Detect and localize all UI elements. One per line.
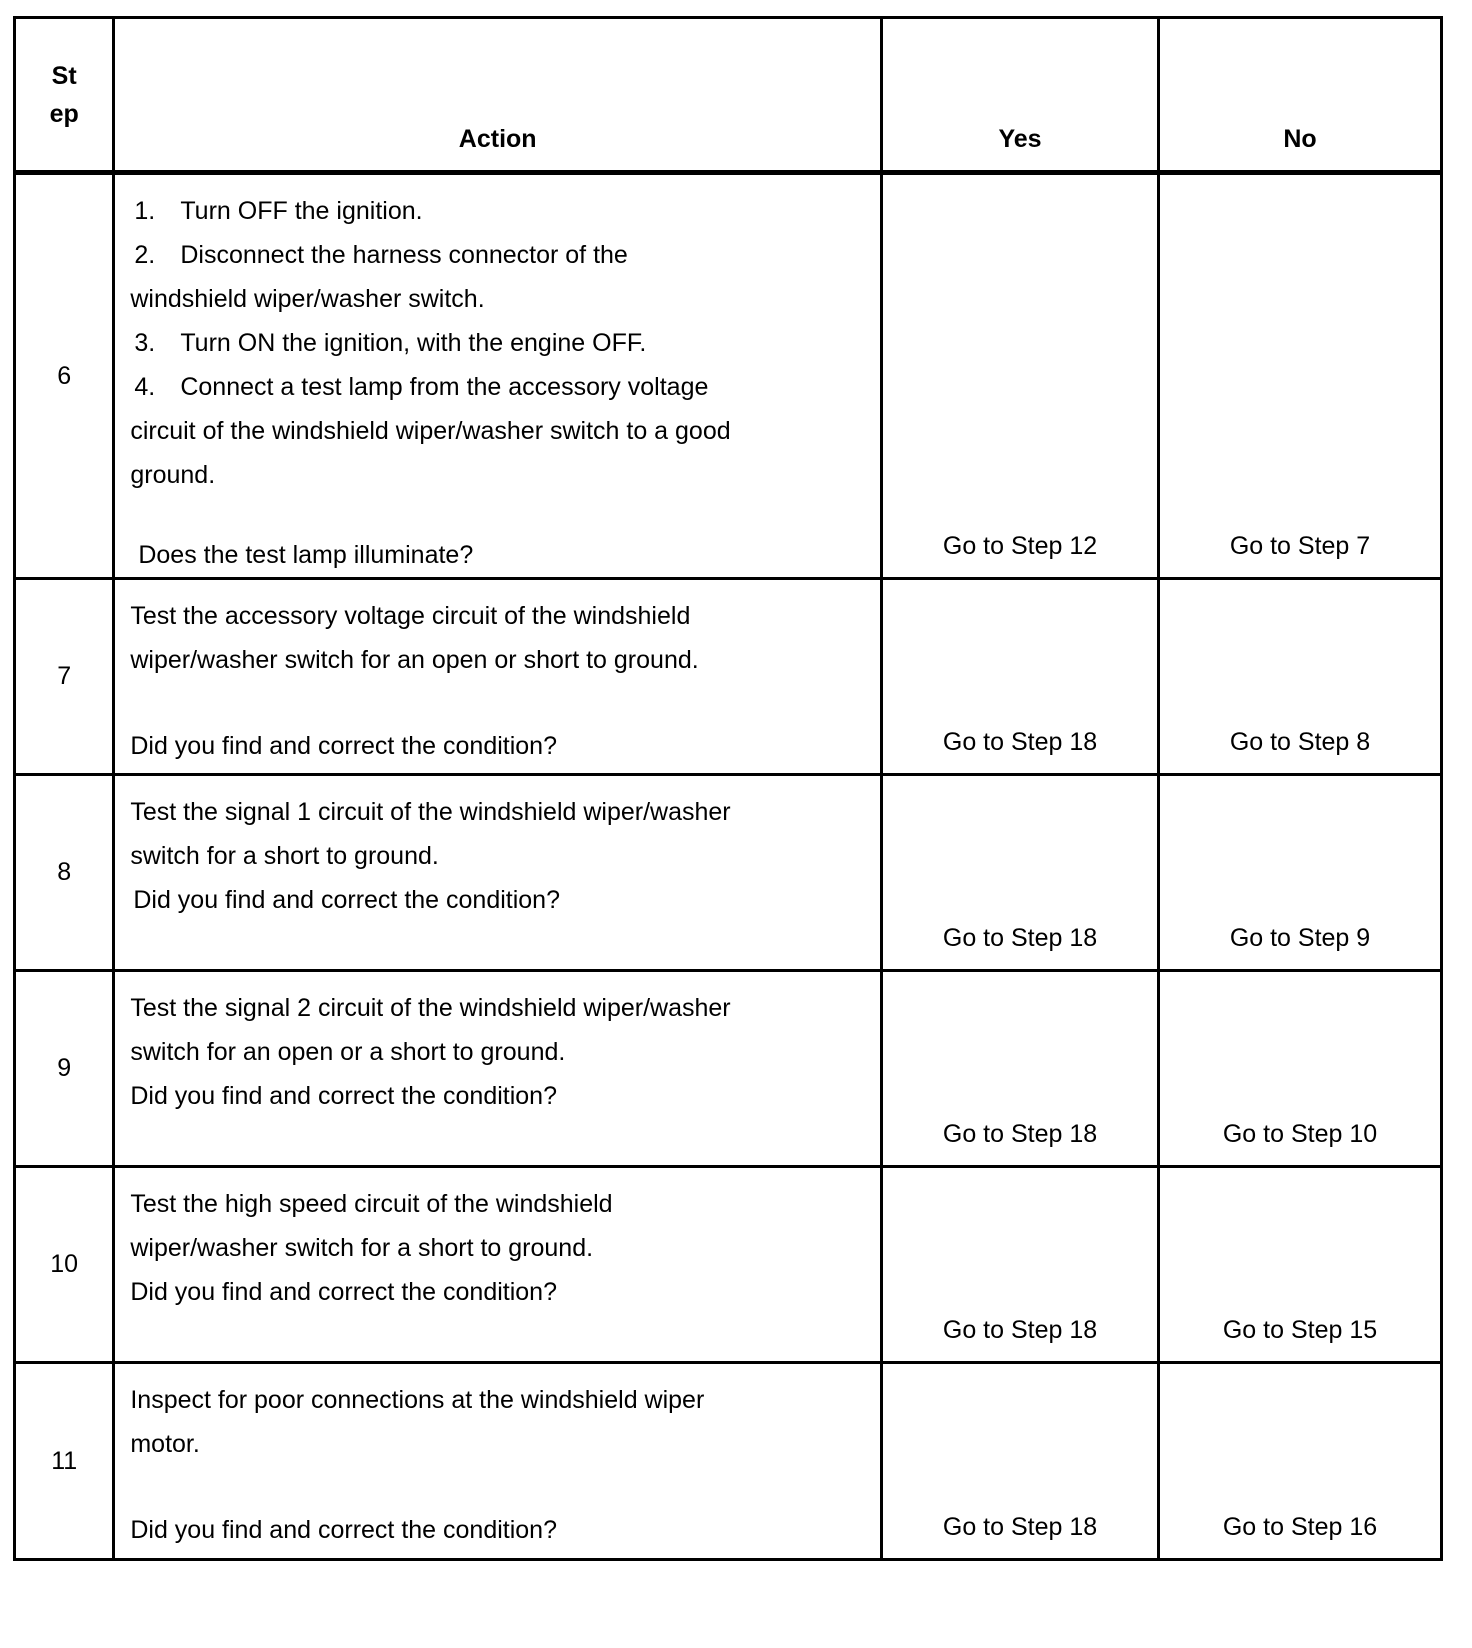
- action-line: switch for a short to ground.: [130, 842, 439, 870]
- action-item-continuation: ground.: [130, 461, 216, 489]
- action-line: Test the signal 2 circuit of the windshield wiper/washer: [130, 994, 731, 1022]
- no-result: Go to Step 7: [1159, 173, 1442, 579]
- table-row: [15, 1363, 1442, 1560]
- step-number: 8: [15, 775, 114, 971]
- action-line: switch for an open or a short to ground.: [130, 1038, 566, 1066]
- yes-result: Go to Step 18: [882, 1363, 1159, 1560]
- action-cell: [114, 1363, 882, 1560]
- yes-result: Go to Step 18: [882, 971, 1159, 1167]
- action-question: Did you find and correct the condition?: [133, 886, 560, 914]
- yes-result: Go to Step 18: [882, 579, 1159, 775]
- header-row: [15, 18, 1442, 173]
- table-row: [15, 579, 1442, 775]
- yes-result: Go to Step 12: [882, 173, 1159, 579]
- action-cell: [114, 579, 882, 775]
- table-row: [15, 775, 1442, 971]
- no-result: Go to Step 16: [1159, 1363, 1442, 1560]
- action-line: wiper/washer switch for a short to ground.: [130, 1234, 594, 1262]
- table-row: [15, 971, 1442, 1167]
- action-line: wiper/washer switch for an open or short to ground.: [130, 646, 699, 674]
- header-step-line2: ep: [49, 99, 79, 128]
- action-item: 4. Connect a test lamp from the accessory voltage: [134, 373, 709, 401]
- no-result: Go to Step 15: [1159, 1167, 1442, 1363]
- table-row: [15, 173, 1442, 579]
- action-cell: [114, 1167, 882, 1363]
- step-number: 7: [15, 579, 114, 775]
- action-cell: [114, 971, 882, 1167]
- header-yes: Yes: [882, 18, 1159, 173]
- header-step-line1: St: [51, 61, 77, 90]
- no-result: Go to Step 10: [1159, 971, 1442, 1167]
- action-line: Test the high speed circuit of the windshield: [130, 1190, 613, 1218]
- action-cell: [114, 775, 882, 971]
- action-line: Test the accessory voltage circuit of the windshield: [130, 602, 691, 630]
- action-line: Test the signal 1 circuit of the windshield wiper/washer: [130, 798, 731, 826]
- header-step: [15, 18, 114, 173]
- action-item: 1. Turn OFF the ignition.: [134, 197, 423, 225]
- action-question: Did you find and correct the condition?: [130, 1278, 557, 1306]
- yes-result: Go to Step 18: [882, 1167, 1159, 1363]
- action-item: 3. Turn ON the ignition, with the engine OFF.: [134, 329, 647, 357]
- action-item-continuation: circuit of the windshield wiper/washer switch to a good: [130, 417, 731, 445]
- action-question: Does the test lamp illuminate?: [138, 541, 474, 569]
- header-no: No: [1159, 18, 1442, 173]
- no-result: Go to Step 9: [1159, 775, 1442, 971]
- action-item-continuation: windshield wiper/washer switch.: [130, 285, 485, 313]
- action-line: Inspect for poor connections at the windshield wiper: [130, 1386, 705, 1414]
- step-number: 10: [15, 1167, 114, 1363]
- step-number: 9: [15, 971, 114, 1167]
- yes-result: Go to Step 18: [882, 775, 1159, 971]
- action-question: Did you find and correct the condition?: [130, 1516, 557, 1544]
- action-item: 2. Disconnect the harness connector of the: [134, 241, 628, 269]
- no-result: Go to Step 8: [1159, 579, 1442, 775]
- action-cell: [114, 173, 882, 579]
- table-row: [15, 1167, 1442, 1363]
- header-action: Action: [114, 18, 882, 173]
- step-number: 6: [15, 173, 114, 579]
- action-question: Did you find and correct the condition?: [130, 1082, 557, 1110]
- diagnostic-table: [13, 16, 1443, 1561]
- action-question: Did you find and correct the condition?: [130, 732, 557, 760]
- action-line: motor.: [130, 1430, 200, 1458]
- step-number: 11: [15, 1363, 114, 1560]
